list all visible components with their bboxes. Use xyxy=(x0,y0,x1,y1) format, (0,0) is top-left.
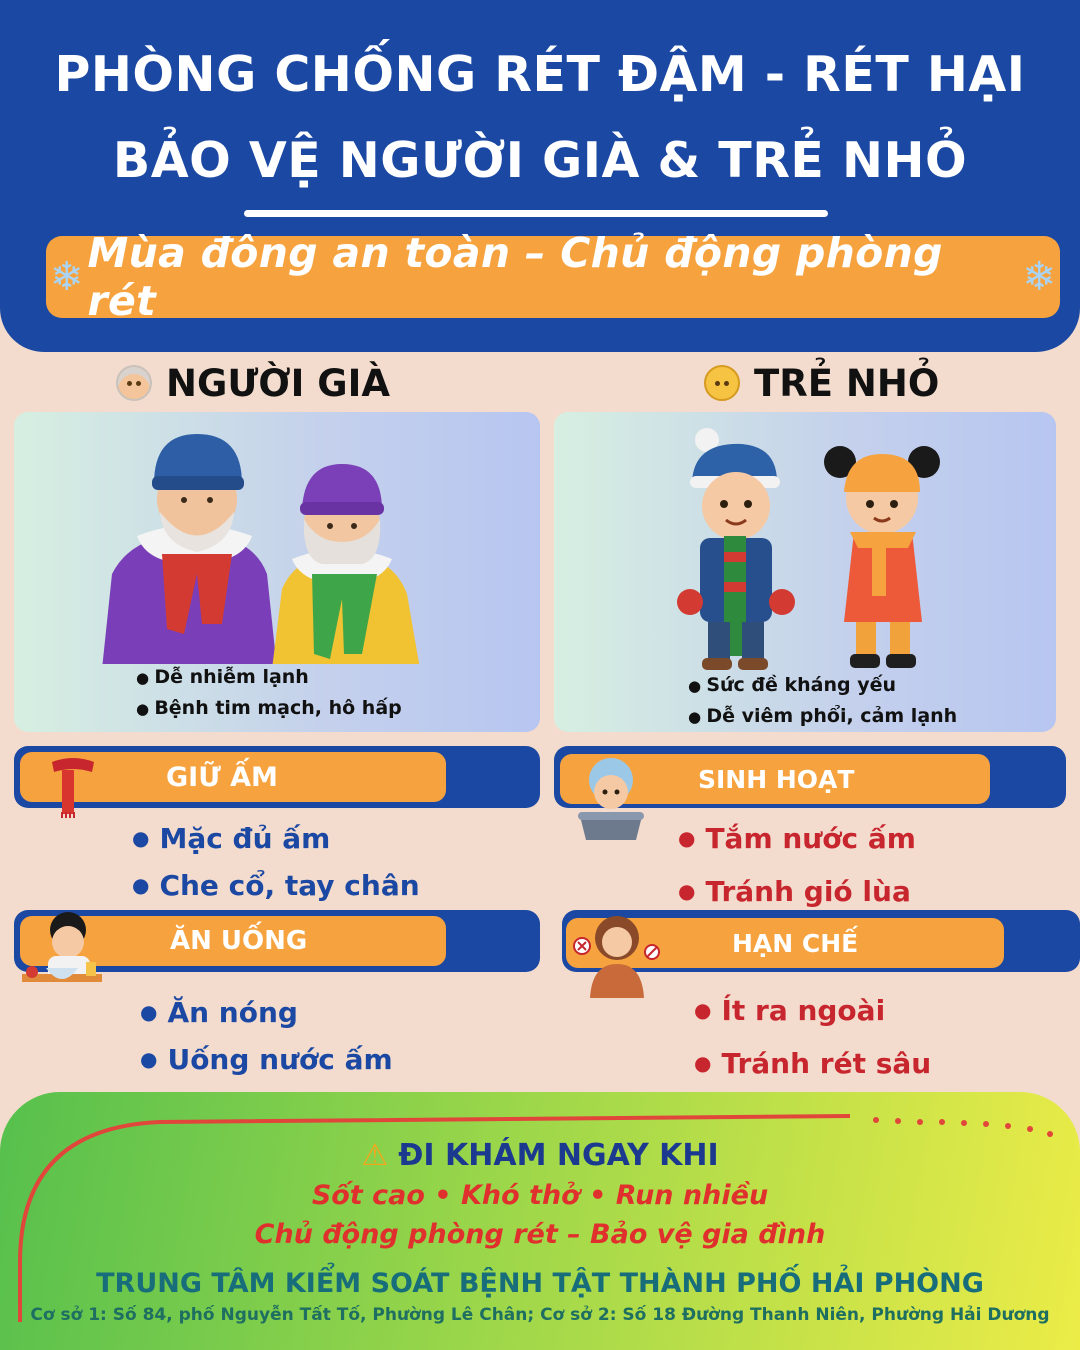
slogan-text: Mùa đông an toàn – Chủ động phòng rét xyxy=(87,229,943,325)
list-item: ● Ăn nóng xyxy=(140,996,298,1029)
warning-icon: ⚠ xyxy=(361,1138,389,1173)
list-item: ● Sức đề kháng yếu xyxy=(688,674,957,696)
scarf-icon xyxy=(48,754,98,818)
list-item: ● Uống nước ấm xyxy=(140,1043,393,1076)
list-item: ● Ít ra ngoài xyxy=(694,994,886,1027)
keep-warm-tips xyxy=(132,822,420,916)
page-title-line1: PHÒNG CHỐNG RÉT ĐẬM - RÉT HẠI xyxy=(54,46,1026,103)
list-item: ● Dễ nhiễm lạnh xyxy=(136,666,402,688)
children-risk-list xyxy=(688,674,957,736)
restriction-label: HẠN CHẾ xyxy=(566,918,1004,968)
page-title-line2: BẢO VỆ NGƯỜI GIÀ & TRẺ NHỎ xyxy=(112,132,968,189)
list-item: ● Che cổ, tay chân xyxy=(132,869,420,902)
list-item: ● Bệnh tim mạch, hô hấp xyxy=(136,697,402,719)
elderly-illustration-card xyxy=(14,412,540,732)
snowflake-icon: ❄ xyxy=(50,254,84,300)
elderly-heading-text: NGƯỜI GIÀ xyxy=(166,361,390,405)
motto-text: Chủ động phòng rét – Bảo vệ gia đình xyxy=(254,1219,826,1250)
woman-restriction-icon xyxy=(572,912,662,998)
keep-warm-label: GIỮ ẤM xyxy=(20,752,446,802)
slogan-banner xyxy=(46,229,1060,325)
daily-routine-label: SINH HOẠT xyxy=(560,754,990,804)
title-underline xyxy=(244,210,828,217)
list-item: ● Tránh gió lùa xyxy=(678,875,911,908)
list-item: ● Tắm nước ấm xyxy=(678,822,916,855)
snowflake-icon: ❄ xyxy=(1022,254,1056,300)
alert-heading xyxy=(0,1138,1080,1173)
children-illustration-card xyxy=(554,412,1056,732)
daily-routine-tips xyxy=(678,822,916,922)
elderly-risk-list xyxy=(136,666,402,728)
children-heading xyxy=(704,358,939,408)
children-heading-text: TRẺ NHỎ xyxy=(754,361,940,405)
eating-tips xyxy=(140,996,393,1090)
elderly-heading xyxy=(116,358,390,408)
children-illustration xyxy=(672,422,972,672)
alert-text: ĐI KHÁM NGAY KHI xyxy=(398,1138,719,1173)
list-item: ● Mặc đủ ấm xyxy=(132,822,331,855)
organization-address: Cơ sở 1: Số 84, phố Nguyễn Tất Tố, Phường Lê Chân; Cơ sở 2: Số 18 Đường Thanh Niên, Phường Hải Dương xyxy=(30,1305,1050,1325)
bathing-child-icon xyxy=(576,754,646,844)
baby-face-icon xyxy=(704,365,740,401)
organization-name: TRUNG TÂM KIỂM SOÁT BỆNH TẬT THÀNH PHỐ HẢI PHÒNG xyxy=(96,1268,984,1299)
list-item: ● Tránh rét sâu xyxy=(694,1047,932,1080)
old-person-face-icon xyxy=(116,365,152,401)
elderly-couple-illustration xyxy=(92,424,432,664)
child-eating-icon xyxy=(20,910,104,996)
eating-label: ĂN UỐNG xyxy=(20,916,446,966)
list-item: ● Dễ viêm phổi, cảm lạnh xyxy=(688,705,957,727)
symptoms-text: Sốt cao • Khó thở • Run nhiều xyxy=(311,1180,769,1211)
restriction-tips xyxy=(694,994,931,1094)
